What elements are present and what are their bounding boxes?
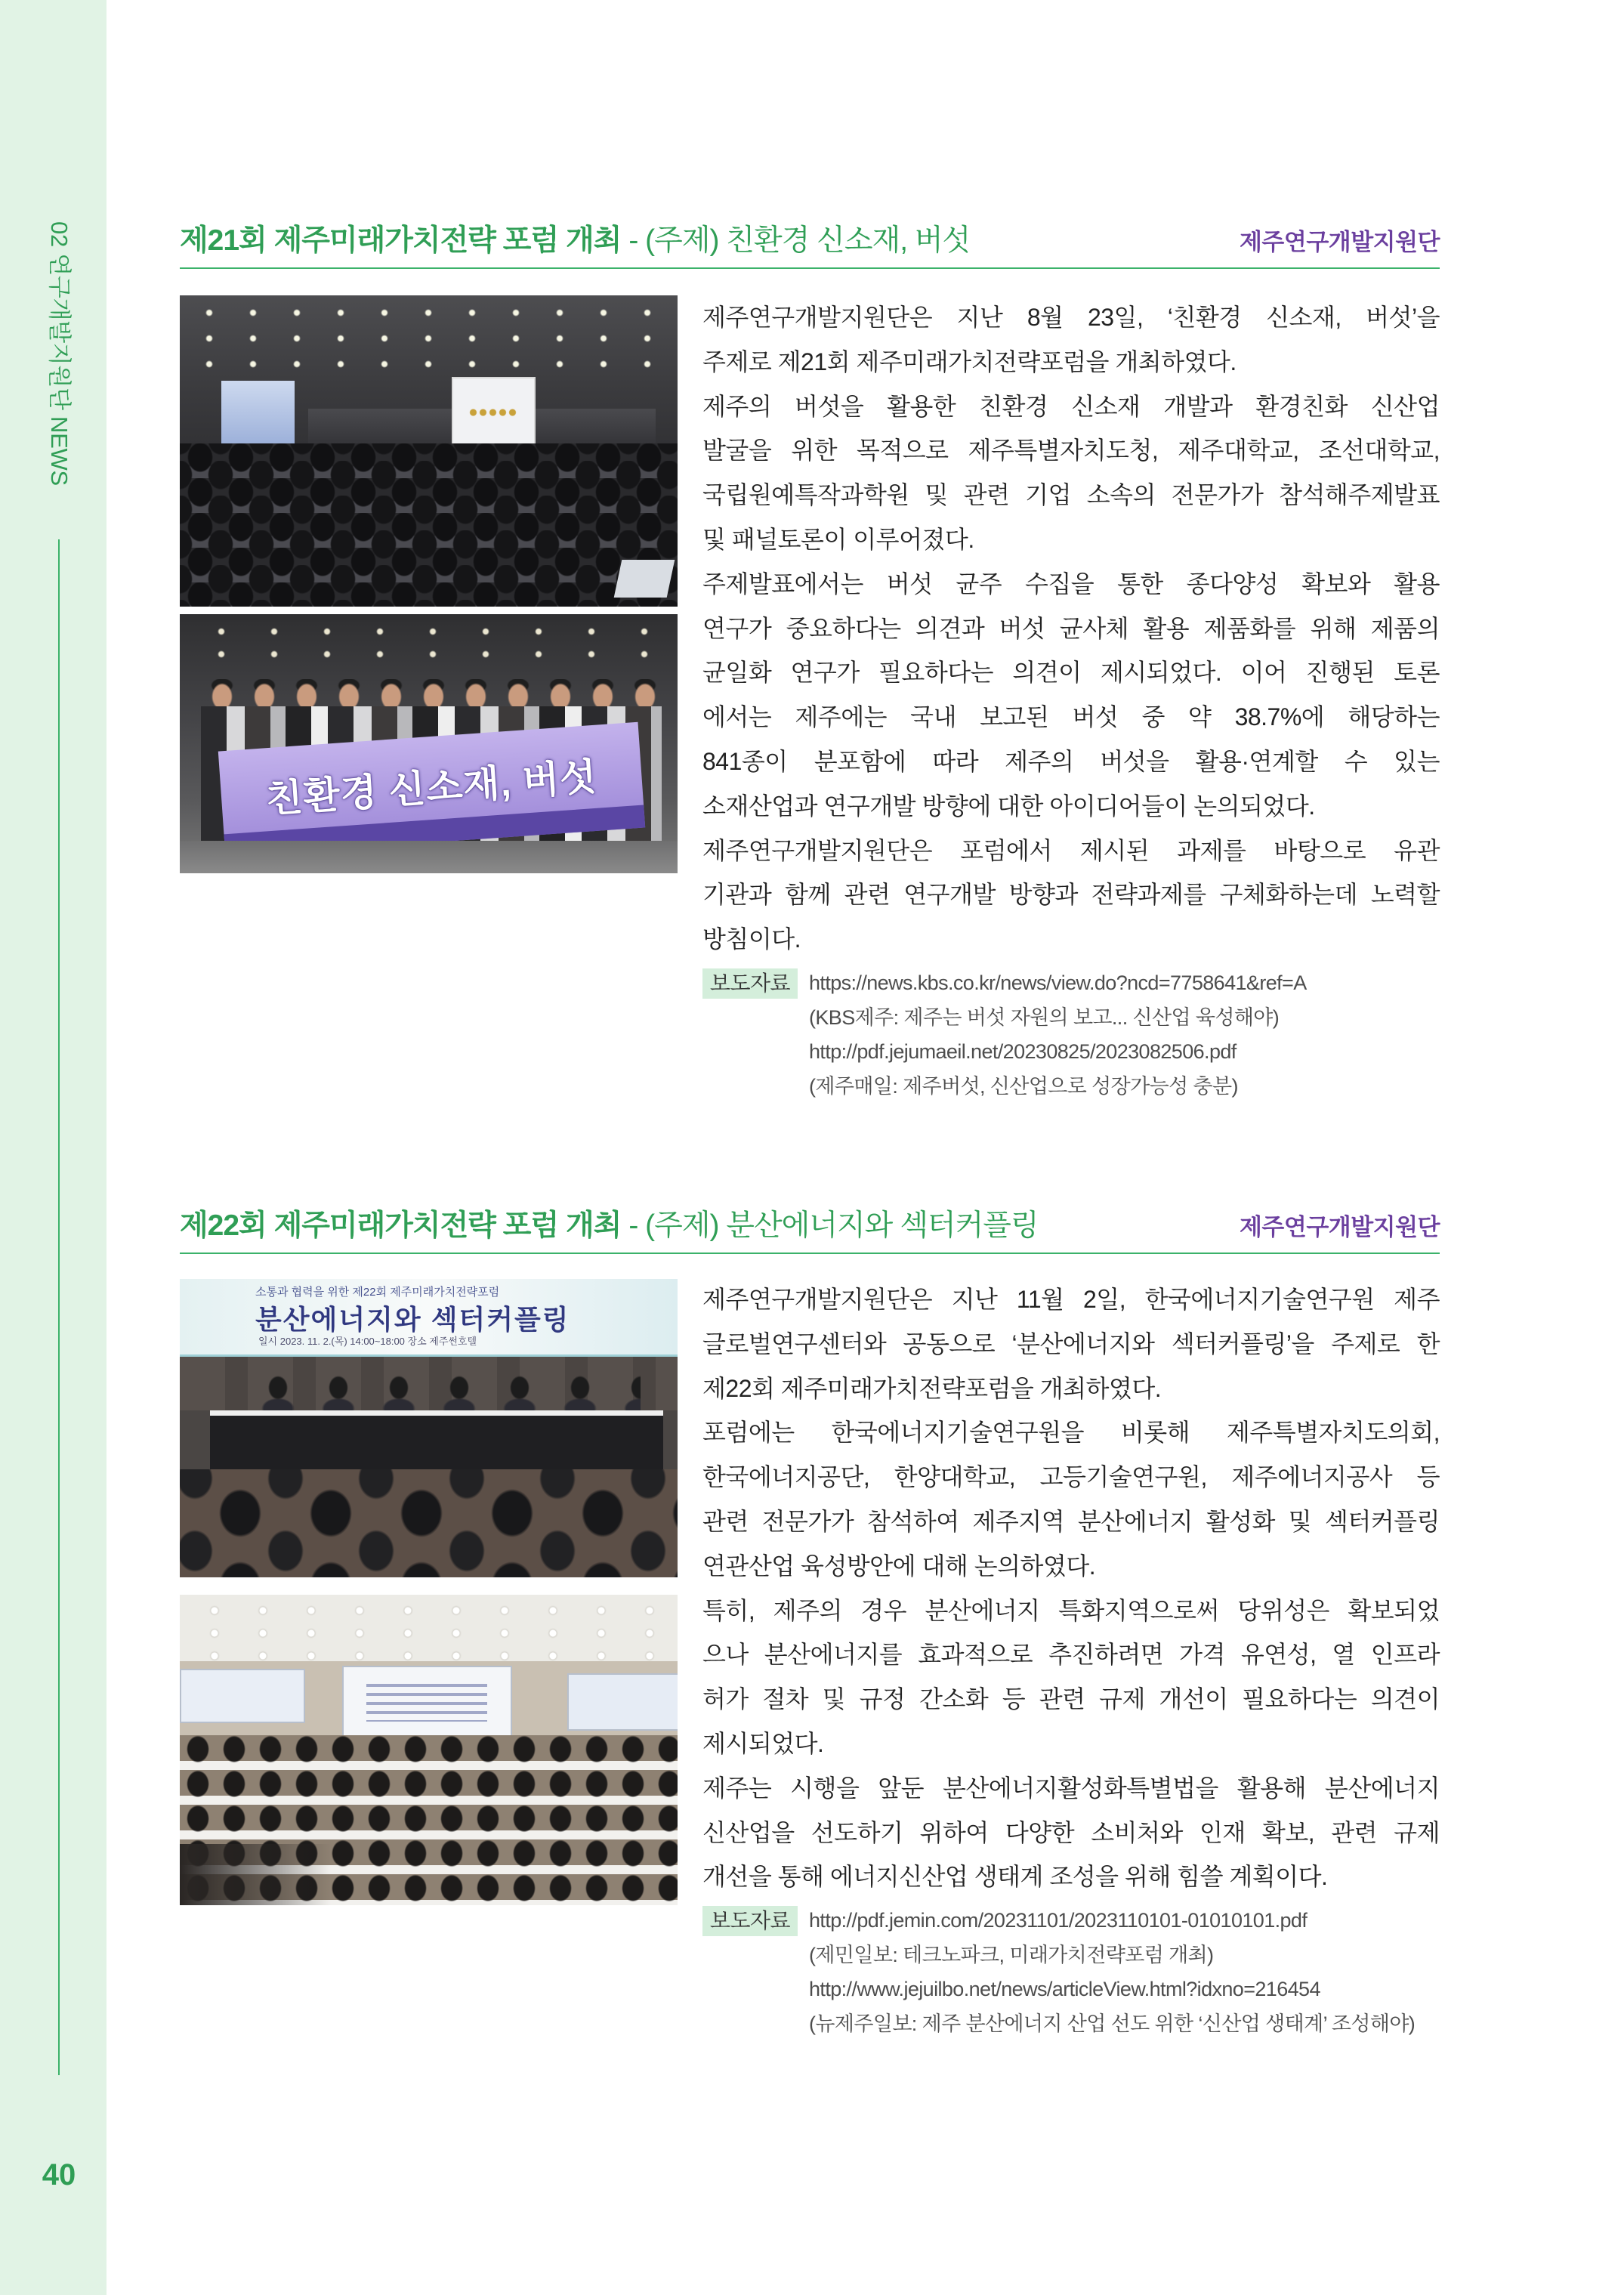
- article-header: [180, 224, 1440, 269]
- banner-title: 분산에너지와 섹터커플링: [255, 1304, 570, 1335]
- slide-graphic: [468, 409, 518, 416]
- photo-forum-audience: [180, 295, 678, 607]
- article-body: [702, 295, 1440, 962]
- body-text-line: 제22회 제주미래가치전략포럼을 개최하였다.: [702, 1374, 1162, 1402]
- reference-url-link[interactable]: http://pdf.jejumaeil.net/20230825/2023082506.pdf: [809, 1040, 1237, 1063]
- banner-subtitle: 소통과 협력을 위한 제22회 제주미래가치전략포럼: [255, 1286, 500, 1299]
- article-title: 제22회 제주미래가치전략 포럼 개최: [180, 1209, 622, 1242]
- floor: [180, 841, 678, 873]
- body-text-line: 개선을 통해 에너지신산업 생태계 조성을 위해 힘쓸 계획이다.: [702, 1863, 1328, 1891]
- body-text-line: 제주연구개발지원단은 지난 8월 23일, ‘친환경 신소재, 버섯’을: [702, 304, 1440, 331]
- body-text-line: 제주는 시행을 앞둔 분산에너지활성화특별법을 활용해 분산에너지: [702, 1774, 1440, 1802]
- right-screen: [567, 1673, 678, 1731]
- reference-source-caption: (KBS제주: 제주는 버섯 자원의 보고... 신산업 육성해야): [809, 1005, 1280, 1029]
- body-text-line: 제주연구개발지원단은 포럼에서 제시된 과제를 바탕으로 유관: [702, 836, 1440, 864]
- forum-banner: [180, 1279, 678, 1357]
- article-title-group: [180, 224, 970, 264]
- body-text-line: 포럼에는 한국에너지기술연구원을 비롯해 제주특별자치도의회,: [702, 1419, 1440, 1447]
- center-screen: [342, 1666, 512, 1738]
- foreground-shadow: [180, 1844, 331, 1905]
- body-text-line: 에서는 제주에는 국내 보고된 버섯 중 약 38.7%에 해당하는: [702, 703, 1440, 731]
- photo-panel-discussion: [180, 1279, 678, 1577]
- press-reference-label: 보도자료: [702, 1906, 798, 1936]
- reference-url-link[interactable]: http://pdf.jemin.com/20231101/2023110101-01010101.pdf: [809, 1909, 1308, 1932]
- panelists: [248, 1373, 641, 1410]
- press-reference: [702, 1904, 1440, 2047]
- article-title-group: [180, 1209, 1039, 1249]
- body-text-line: 주제발표에서는 버섯 균주 수집을 통한 종다양성 확보와 활용: [702, 570, 1440, 598]
- article-topic: - (주제) 친환경 신소재, 버섯: [628, 224, 971, 257]
- ceiling-lights: [180, 614, 678, 672]
- banner-title: 친환경 신소재, 버섯: [264, 755, 599, 821]
- body-text-line: 균일화 연구가 필요하다는 의견이 제시되었다. 이어 진행된 토론: [702, 659, 1440, 687]
- body-text-line: 신산업을 선도하기 위하여 다양한 소비처와 인재 확보, 관련 규제: [702, 1818, 1440, 1846]
- body-text-line: 연구가 중요하다는 의견과 버섯 균사체 활용 제품화를 위해 제품의: [702, 614, 1440, 642]
- audience: [180, 443, 678, 607]
- projection-screen: [452, 377, 536, 446]
- audience: [180, 1469, 678, 1577]
- article-body: [702, 1277, 1440, 1899]
- reference-url-link[interactable]: https://news.kbs.co.kr/news/view.do?ncd=7758641&ref=A: [809, 971, 1307, 994]
- body-text-line: 841종이 분포함에 따라 제주의 버섯을 활용·연계할 수 있는: [702, 747, 1440, 775]
- press-reference: [702, 966, 1440, 1110]
- body-text-line: 제시되었다.: [702, 1729, 824, 1757]
- section-label: 02 연구개발지원단 NEWS: [46, 221, 73, 486]
- banner-date: 일시 2023. 11. 2.(목) 14:00~18:00 장소 제주썬호텔: [258, 1336, 477, 1347]
- ceiling-lights: [180, 1595, 678, 1661]
- body-text-line: 및 패널토론이 이루어졌다.: [702, 525, 974, 553]
- body-text-line: 허가 절차 및 규정 간소화 등 관련 규제 개선이 필요하다는 의견이: [702, 1685, 1440, 1713]
- body-text-line: 관련 전문가가 참석하여 제주지역 분산에너지 활성화 및 섹터커플링: [702, 1507, 1440, 1535]
- photo-group: [180, 614, 678, 873]
- reference-url-link[interactable]: http://www.jejuilbo.net/news/articleView.html?idxno=216454: [809, 1978, 1320, 2000]
- photo-conference-room: [180, 1595, 678, 1905]
- press-reference-list: [809, 1904, 1415, 2041]
- body-text-line: 글로벌연구센터와 공동으로 ‘분산에너지와 섹터커플링’을 주제로 한: [702, 1330, 1440, 1358]
- panel-table: [210, 1410, 663, 1469]
- reference-source-caption: (제주매일: 제주버섯, 신산업으로 성장가능성 충분): [809, 1074, 1238, 1098]
- article-title: 제21회 제주미래가치전략 포럼 개최: [180, 224, 622, 257]
- body-text-line: 연관산업 육성방안에 대해 논의하였다.: [702, 1552, 1096, 1580]
- ceiling-lights: [180, 295, 678, 384]
- body-text-line: 제주연구개발지원단은 지난 11월 2일, 한국에너지기술연구원 제주: [702, 1286, 1440, 1313]
- body-text-line: 국립원예특작과학원 및 관련 기업 소속의 전문가가 참석해주제발표: [702, 481, 1440, 509]
- article-topic: - (주제) 분산에너지와 섹터커플링: [628, 1209, 1039, 1242]
- body-text-line: 주제로 제21회 제주미래가치전략포럼을 개최하였다.: [702, 347, 1237, 375]
- page-number: 40: [42, 2158, 76, 2192]
- standing-banner: [221, 381, 295, 443]
- body-text-line: 제주의 버섯을 활용한 친환경 신소재 개발과 환경친화 신산업: [702, 392, 1440, 420]
- body-text-line: 기관과 함께 관련 연구개발 방향과 전략과제를 구체화하는데 노력할: [702, 881, 1440, 909]
- sidebar-divider-line: [58, 539, 60, 2075]
- organization-name: 제주연구개발지원단: [1239, 229, 1440, 255]
- reference-source-caption: (제민일보: 테크노파크, 미래가치전략포럼 개최): [809, 1943, 1214, 1966]
- slide-graphic: [366, 1684, 487, 1722]
- body-text-line: 발굴을 위한 목적으로 제주특별자치도청, 제주대학교, 조선대학교,: [702, 437, 1440, 465]
- sidebar-band: [0, 0, 107, 2295]
- body-text-line: 한국에너지공단, 한양대학교, 고등기술연구원, 제주에너지공사 등: [702, 1463, 1440, 1491]
- article-header: [180, 1209, 1440, 1254]
- organization-name: 제주연구개발지원단: [1239, 1214, 1440, 1240]
- reference-source-caption: (뉴제주일보: 제주 분산에너지 산업 선도 위한 ‘신산업 생태계’ 조성해야): [809, 2012, 1416, 2035]
- body-text-line: 특히, 제주의 경우 분산에너지 특화지역으로써 당위성은 확보되었: [702, 1596, 1440, 1624]
- press-reference-list: [809, 966, 1307, 1104]
- body-text-line: 방침이다.: [702, 925, 801, 953]
- body-text-line: 소재산업과 연구개발 방향에 대한 아이디어들이 논의되었다.: [702, 792, 1315, 820]
- laptop: [614, 560, 675, 598]
- body-text-line: 으나 분산에너지를 효과적으로 추진하려면 가격 유연성, 열 인프라: [702, 1641, 1440, 1669]
- press-reference-label: 보도자료: [702, 968, 798, 999]
- left-screen: [180, 1669, 305, 1723]
